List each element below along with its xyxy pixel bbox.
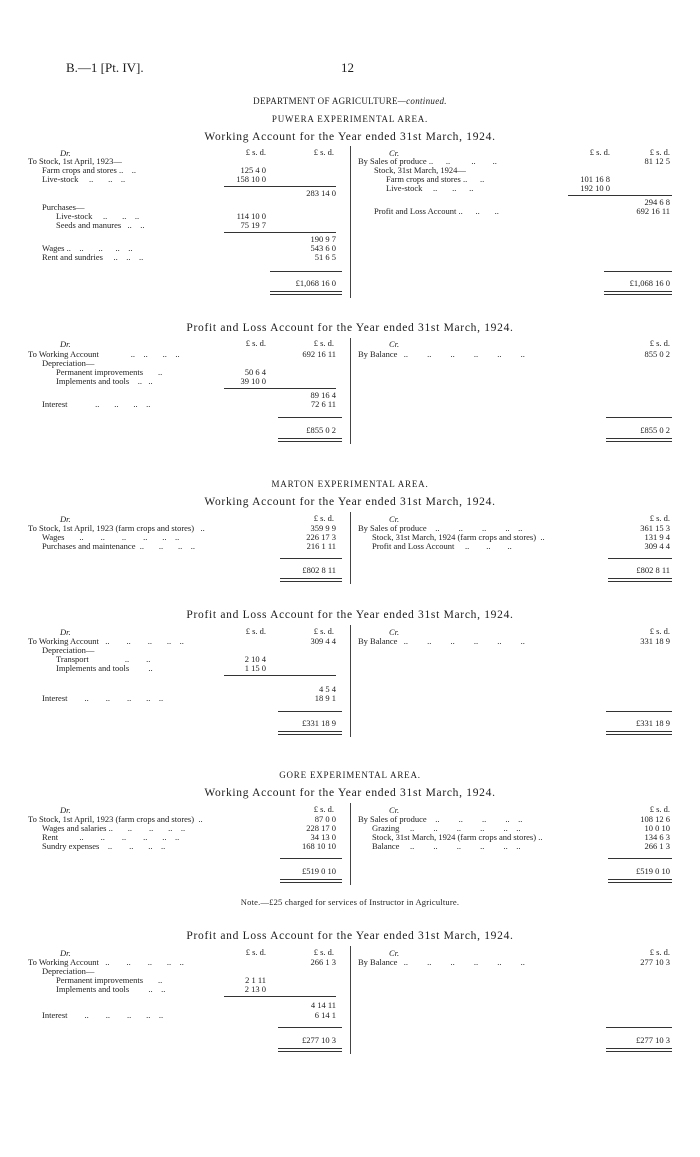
pounds-column-header: £ s. d. xyxy=(589,147,610,157)
cr-entry-label: By Balance .. .. .. .. .. .. xyxy=(358,349,525,359)
total-double-rule xyxy=(280,578,342,582)
dr-entry-amount: 2 1 11 xyxy=(245,975,266,985)
cr-heading: Cr. xyxy=(389,339,400,349)
dr-entry-amount: 168 10 10 xyxy=(302,841,336,851)
dr-entry-amount: 359 9 9 xyxy=(310,523,336,533)
continued-mark: —continued. xyxy=(397,96,447,106)
pounds-column-header: £ s. d. xyxy=(313,947,334,957)
cr-entry-amount: 108 12 6 xyxy=(640,814,670,824)
pounds-column-header: £ s. d. xyxy=(245,147,266,157)
dr-subtotal: 190 9 7 xyxy=(310,234,336,244)
cr-total: £331 18 9 xyxy=(636,718,670,728)
dr-entry-amount: 39 10 0 xyxy=(240,376,266,386)
page-reference: B.—1 [Pt. IV]. xyxy=(66,60,144,75)
subtotal-rule xyxy=(224,186,336,187)
dr-entry-label: Permanent improvements .. xyxy=(56,367,163,377)
dr-entry-amount: 6 14 1 xyxy=(314,1010,336,1020)
dr-entry-label: Wages .. .. .. .. .. .. xyxy=(42,532,180,542)
cr-entry-label: By Balance .. .. .. .. .. .. xyxy=(358,636,525,646)
dr-entry-amount: 2 13 0 xyxy=(244,984,266,994)
dr-entry-amount: 1 15 0 xyxy=(244,663,266,673)
dr-total: £802 8 11 xyxy=(302,565,336,575)
total-double-rule xyxy=(606,731,672,735)
column-divider xyxy=(350,625,351,737)
pounds-column-header: £ s. d. xyxy=(649,626,670,636)
cr-entry-amount: 309 4 4 xyxy=(644,541,670,551)
pounds-column-header: £ s. d. xyxy=(245,626,266,636)
cr-entry-amount: 192 10 0 xyxy=(580,183,610,193)
pounds-column-header: £ s. d. xyxy=(313,338,334,348)
cr-entry-amount: 10 0 10 xyxy=(644,823,670,833)
dr-entry-amount: 114 10 0 xyxy=(236,211,266,221)
column-divider xyxy=(350,512,351,584)
dr-entry-amount: 2 10 4 xyxy=(244,654,266,664)
dr-entry-label: Depreciation— xyxy=(42,358,95,368)
dr-heading: Dr. xyxy=(60,148,71,158)
total-rule xyxy=(608,558,672,559)
cr-entry-label: Profit and Loss Account .. .. .. xyxy=(374,206,499,216)
dr-entry-label: To Stock, 1st April, 1923— xyxy=(28,156,122,166)
dr-heading: Dr. xyxy=(60,514,71,524)
column-divider xyxy=(350,803,351,885)
cr-entry-amount: 692 16 11 xyxy=(636,206,670,216)
subtotal-rule xyxy=(224,232,336,233)
dr-heading: Dr. xyxy=(60,948,71,958)
pounds-column-header: £ s. d. xyxy=(313,513,334,523)
total-rule xyxy=(608,858,672,859)
dr-heading: Dr. xyxy=(60,805,71,815)
dr-entry-label: Transport .. .. xyxy=(56,654,151,664)
subtotal-rule xyxy=(224,388,336,389)
column-divider xyxy=(350,338,351,444)
dr-subtotal: 283 14 0 xyxy=(306,188,336,198)
pounds-column-header: £ s. d. xyxy=(245,338,266,348)
cr-entry-label: Profit and Loss Account .. .. .. xyxy=(372,541,512,551)
gore-working-title: Working Account for the Year ended 31st March, 1924. xyxy=(204,787,496,799)
dr-entry-label: Purchases— xyxy=(42,202,85,212)
marton-working-title: Working Account for the Year ended 31st March, 1924. xyxy=(204,496,496,508)
cr-entry-amount: 855 0 2 xyxy=(644,349,670,359)
total-double-rule xyxy=(278,731,342,735)
dr-entry-label: Sundry expenses .. .. .. .. xyxy=(42,841,166,851)
cr-total: £802 8 11 xyxy=(636,565,670,575)
dr-entry-amount: 34 13 0 xyxy=(310,832,336,842)
page-number: 12 xyxy=(341,60,354,75)
dr-subtotal: 4 14 11 xyxy=(310,1000,336,1010)
marton-pl-title: Profit and Loss Account for the Year ended 31st March, 1924. xyxy=(186,609,514,621)
dr-entry-amount: 87 0 0 xyxy=(314,814,336,824)
column-divider xyxy=(350,146,351,298)
pounds-column-header: £ s. d. xyxy=(649,947,670,957)
department-name: DEPARTMENT OF AGRICULTURE xyxy=(253,96,398,106)
dr-heading: Dr. xyxy=(60,339,71,349)
dr-entry-amount: 50 6 4 xyxy=(244,367,266,377)
puwera-working-title: Working Account for the Year ended 31st March, 1924. xyxy=(204,131,496,143)
pounds-column-header: £ s. d. xyxy=(649,338,670,348)
dr-entry-label: Interest .. .. .. .. xyxy=(42,399,151,409)
cr-entry-label: Stock, 31st March, 1924 (farm crops and stores) .. xyxy=(372,832,543,842)
cr-total: £1,068 16 0 xyxy=(629,278,670,288)
dr-entry-label: Seeds and manures .. .. xyxy=(56,220,145,230)
cr-entry-amount: 277 10 3 xyxy=(640,957,670,967)
pounds-column-header: £ s. d. xyxy=(649,513,670,523)
total-rule xyxy=(278,1027,342,1028)
dr-entry-label: Purchases and maintenance .. .. .. .. xyxy=(42,541,195,551)
total-rule xyxy=(606,711,672,712)
dr-entry-amount: 75 19 7 xyxy=(240,220,266,230)
dr-entry-amount: 125 4 0 xyxy=(240,165,266,175)
dr-entry-amount: 51 6 5 xyxy=(314,252,336,262)
dr-entry-label: Live-stock .. .. .. xyxy=(42,174,126,184)
pounds-column-header: £ s. d. xyxy=(245,947,266,957)
cr-entry-label: Grazing .. .. .. .. .. .. xyxy=(372,823,521,833)
cr-entry-label: Live-stock .. .. .. xyxy=(386,183,474,193)
dr-total: £519 0 10 xyxy=(302,866,336,876)
dr-entry-label: Depreciation— xyxy=(42,645,95,655)
total-double-rule xyxy=(278,438,342,442)
dr-subtotal: 89 16 4 xyxy=(310,390,336,400)
cr-entry-amount: 361 15 3 xyxy=(640,523,670,533)
dr-entry-amount: 266 1 3 xyxy=(310,957,336,967)
total-double-rule xyxy=(606,1048,672,1052)
dr-entry-label: Wages and salaries .. .. .. .. .. xyxy=(42,823,186,833)
total-rule xyxy=(278,417,342,418)
pounds-column-header: £ s. d. xyxy=(313,804,334,814)
area-heading-marton: MARTON EXPERIMENTAL AREA. xyxy=(271,479,429,489)
dr-total: £331 18 9 xyxy=(302,718,336,728)
cr-entry-amount: 131 9 4 xyxy=(644,532,670,542)
total-double-rule xyxy=(608,879,672,883)
total-double-rule xyxy=(280,879,342,883)
dr-total: £855 0 2 xyxy=(306,425,336,435)
dr-entry-amount: 72 6 11 xyxy=(310,399,336,409)
dr-entry-label: Wages .. .. .. .. .. xyxy=(42,243,133,253)
cr-entry-amount: 266 1 3 xyxy=(644,841,670,851)
total-rule xyxy=(280,558,342,559)
total-double-rule xyxy=(270,291,342,295)
cr-entry-amount: 331 18 9 xyxy=(640,636,670,646)
cr-entry-label: Stock, 31st March, 1924— xyxy=(374,165,466,175)
cr-entry-amount: 101 16 8 xyxy=(580,174,610,184)
column-divider xyxy=(350,946,351,1054)
cr-entry-label: Balance .. .. .. .. .. .. xyxy=(372,841,521,851)
cr-subtotal: 294 6 8 xyxy=(644,197,670,207)
dr-entry-label: Implements and tools .. .. xyxy=(56,984,166,994)
subtotal-rule xyxy=(224,996,336,997)
cr-heading: Cr. xyxy=(389,627,400,637)
cr-total: £277 10 3 xyxy=(636,1035,670,1045)
cr-heading: Cr. xyxy=(389,948,400,958)
cr-heading: Cr. xyxy=(389,148,400,158)
cr-entry-label: Stock, 31st March, 1924 (farm crops and stores) .. xyxy=(372,532,545,542)
dr-total: £1,068 16 0 xyxy=(295,278,336,288)
subtotal-rule xyxy=(568,195,672,196)
dr-entry-amount: 543 6 0 xyxy=(310,243,336,253)
total-rule xyxy=(606,417,672,418)
cr-heading: Cr. xyxy=(389,514,400,524)
dr-entry-label: To Stock, 1st April, 1923 (farm crops and stores) .. xyxy=(28,523,205,533)
cr-entry-amount: 81 12 5 xyxy=(644,156,670,166)
pounds-column-header: £ s. d. xyxy=(313,626,334,636)
dr-entry-label: Rent .. .. .. .. .. .. xyxy=(42,832,180,842)
dr-entry-amount: 692 16 11 xyxy=(302,349,336,359)
dr-entry-label: Rent and sundries .. .. .. xyxy=(42,252,144,262)
dr-entry-amount: 216 1 11 xyxy=(306,541,336,551)
cr-entry-amount: 134 6 3 xyxy=(644,832,670,842)
dr-entry-label: Live-stock .. .. .. xyxy=(56,211,140,221)
dr-entry-label: Implements and tools .. .. xyxy=(56,376,153,386)
dr-total: £277 10 3 xyxy=(302,1035,336,1045)
dr-entry-label: To Working Account .. .. .. .. .. xyxy=(28,636,184,646)
total-double-rule xyxy=(278,1048,342,1052)
total-double-rule xyxy=(608,578,672,582)
puwera-pl-title: Profit and Loss Account for the Year ended 31st March, 1924. xyxy=(186,322,514,334)
dr-entry-label: Interest .. .. .. .. .. xyxy=(42,693,164,703)
dr-entry-amount: 309 4 4 xyxy=(310,636,336,646)
dr-entry-label: To Working Account .. .. .. .. xyxy=(28,349,180,359)
gore-note: Note.—£25 charged for services of Instructor in Agriculture. xyxy=(240,897,460,907)
total-double-rule xyxy=(604,291,672,295)
department-heading xyxy=(0,96,700,106)
subtotal-rule xyxy=(224,675,336,676)
dr-heading: Dr. xyxy=(60,627,71,637)
total-double-rule xyxy=(606,438,672,442)
dr-entry-label: To Stock, 1st April, 1923 (farm crops and stores) .. xyxy=(28,814,203,824)
cr-total: £855 0 2 xyxy=(640,425,670,435)
total-rule xyxy=(280,858,342,859)
area-heading-puwera: PUWERA EXPERIMENTAL AREA. xyxy=(271,114,429,124)
dr-entry-amount: 158 10 0 xyxy=(236,174,266,184)
total-rule xyxy=(278,711,342,712)
dr-entry-amount: 18 9 1 xyxy=(314,693,336,703)
dr-entry-label: Permanent improvements .. xyxy=(56,975,163,985)
cr-entry-label: Farm crops and stores .. .. xyxy=(386,174,485,184)
dr-entry-label: To Working Account .. .. .. .. .. xyxy=(28,957,184,967)
cr-entry-label: By Balance .. .. .. .. .. .. xyxy=(358,957,525,967)
cr-total: £519 0 10 xyxy=(636,866,670,876)
cr-entry-label: By Sales of produce .. .. .. .. .. xyxy=(358,814,523,824)
cr-entry-label: By Sales of produce .. .. .. .. .. xyxy=(358,523,523,533)
total-rule xyxy=(606,1027,672,1028)
cr-heading: Cr. xyxy=(389,805,400,815)
pounds-column-header: £ s. d. xyxy=(649,804,670,814)
cr-entry-label: By Sales of produce .. .. .. .. xyxy=(358,156,497,166)
dr-subtotal: 4 5 4 xyxy=(319,684,336,694)
total-rule xyxy=(270,271,342,272)
dr-entry-label: Implements and tools .. xyxy=(56,663,153,673)
dr-entry-amount: 226 17 3 xyxy=(306,532,336,542)
gore-pl-title: Profit and Loss Account for the Year ended 31st March, 1924. xyxy=(186,930,514,942)
dr-entry-label: Depreciation— xyxy=(42,966,95,976)
total-rule xyxy=(604,271,672,272)
dr-entry-amount: 228 17 0 xyxy=(306,823,336,833)
dr-entry-label: Interest .. .. .. .. .. xyxy=(42,1010,164,1020)
dr-entry-label: Farm crops and stores .. .. xyxy=(42,165,136,175)
pounds-column-header: £ s. d. xyxy=(313,147,334,157)
area-heading-gore: GORE EXPERIMENTAL AREA. xyxy=(279,770,421,780)
pounds-column-header: £ s. d. xyxy=(649,147,670,157)
